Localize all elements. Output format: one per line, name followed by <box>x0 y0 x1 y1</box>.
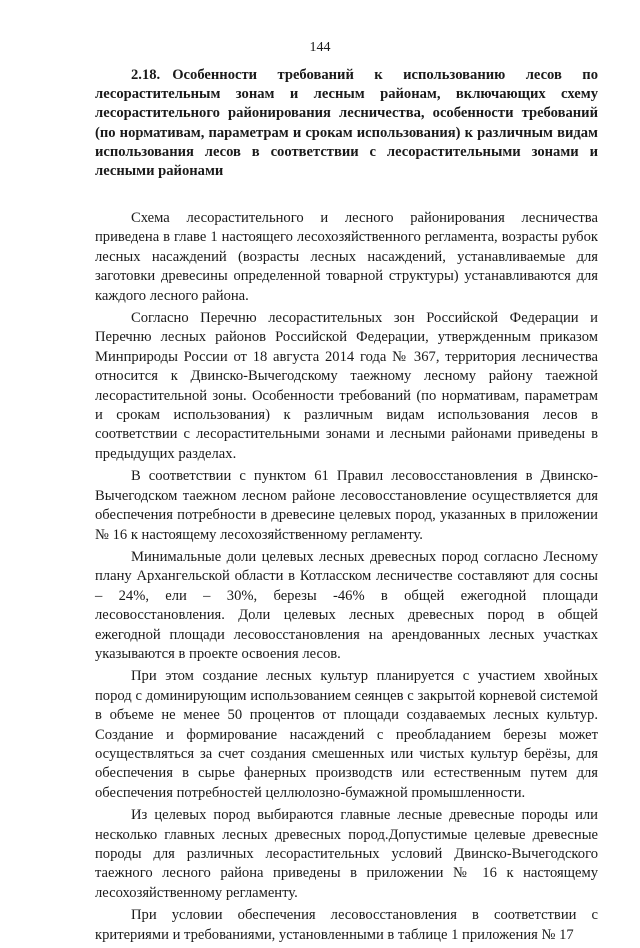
section-number: 2.18. <box>131 67 161 83</box>
body-text <box>95 209 598 948</box>
paragraph: В соответствии с пунктом 61 Правил лесовосстановления в Двинско-Вычегодском таежном лесном районе лесовосстановление осуществляется для обеспечения потребности в древесине целевых пород, указанных в приложении № 16 к настоящему лесохозяйственному регламенту. <box>95 468 598 543</box>
paragraph: При этом создание лесных культур планируется с участием хвойных пород с доминирующим использованием сеянцев с закрытой корневой системой в объеме не менее 50 процентов от площади создаваемых лесных культур. Создание и формирование насаждений с преобладанием березы может осуществляться за счет создания смешенных или чистых культур берёзы, для обеспечения в сырье фанерных производств или естественным путем для обеспечения потребностей целлюлозно-бумажной промышленности. <box>95 668 598 801</box>
paragraph: Согласно Перечню лесорастительных зон Российской Федерации и Перечню лесных районов Российской Федерации, утвержденным приказом Минприроды России от 18 августа 2014 года № 367, территория лесничества относится к Двинско-Вычегодскому таежному лесному району таежной лесорастительной зоны. Особенности требований (по нормативам, параметрам и срокам использования) к различным видам использования лесов в соответствии с лесорастительными зонами и лесными районами приведены в предыдущих разделах. <box>95 310 598 462</box>
paragraph: Минимальные доли целевых лесных древесных пород согласно Лесному плану Архангельской области в Котласском лесничестве составляют для сосны – 24%, ели – 30%, березы -46% в общей ежегодной площади лесовосстановления. Доли целевых лесных древесных пород в общей ежегодной площади лесовосстановления на арендованных лесных участках указываются в проекте освоения лесов. <box>95 548 598 662</box>
paragraph: Из целевых пород выбираются главные лесные древесные породы или несколько главных лесных древесных пород.Допустимые целевые древесные породы для различных лесорастительных условий Двинско-Вычегодского таежного лесного района приведены в приложении № 16 к настоящему лесохозяйственному регламенту. <box>95 807 598 901</box>
paragraph: При условии обеспечения лесовосстановления в соответствии с критериями и требованиями, установленными в таблице 1 приложения № 17 <box>95 907 598 943</box>
section-heading <box>95 66 598 181</box>
page-number: 144 <box>309 40 331 55</box>
section-title: Особенности требований к использованию лесов по лесорастительным зонам и лесным районам, включающих схему лесорастительного районирования лесничества, особенности требований (по нормативам, параметрам и срокам использования) к различным видам использования лесов в соответствии с лесорастительными зонами и лесными районами <box>95 67 598 180</box>
paragraph: Схема лесорастительного и лесного районирования лесничества приведена в главе 1 настоящего лесохозяйственного регламента, возрасты рубок лесных насаждений (возрасты лесных насаждений, устанавливаемые для заготовки древесины определенной товарной структуры) устанавливаются для каждого лесного района. <box>95 210 598 304</box>
